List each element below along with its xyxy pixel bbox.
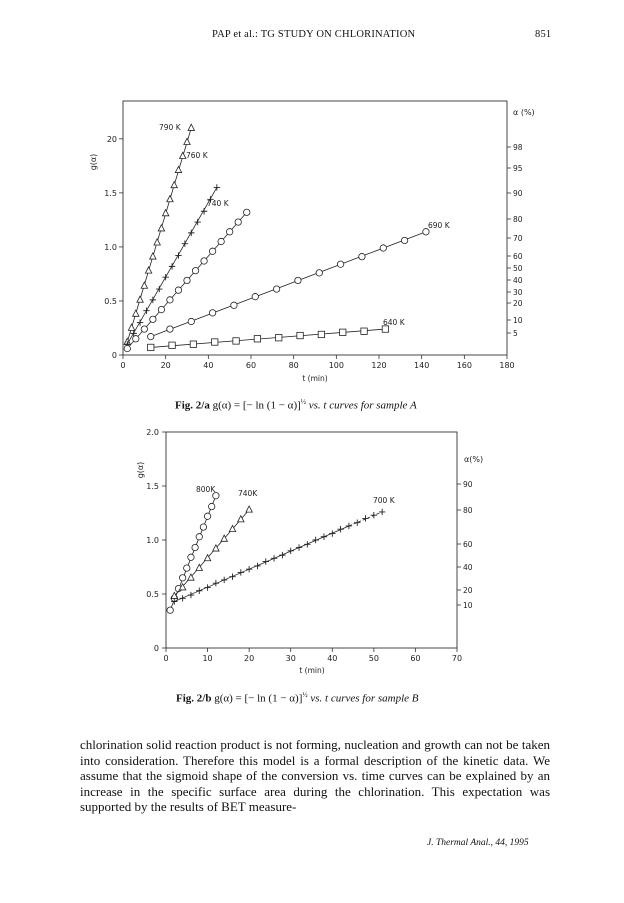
chart1-point-circle bbox=[337, 261, 343, 267]
chart1-y-tick-label: 0.5 bbox=[104, 296, 117, 306]
chart1-point-plus bbox=[169, 263, 175, 269]
chart1-point-plus bbox=[182, 240, 188, 246]
chart1-x-tick-label: 100 bbox=[328, 361, 344, 370]
chart1-point-plus bbox=[214, 184, 220, 190]
figure-a-caption bbox=[175, 398, 417, 412]
chart2-point-plus bbox=[229, 574, 235, 580]
chart2-point-plus bbox=[179, 595, 185, 601]
chart1-fit-line bbox=[151, 329, 386, 347]
chart1-point-triangle bbox=[184, 138, 190, 144]
chart2-y-tick-label: 1.5 bbox=[146, 482, 159, 491]
journal-reference: J. Thermal Anal., 44, 1995 bbox=[427, 838, 529, 848]
chart1-alpha-tick-label: 60 bbox=[513, 252, 523, 261]
chart1-x-tick-label: 60 bbox=[245, 361, 257, 370]
chart2-x-tick-label: 40 bbox=[327, 654, 338, 663]
chart1-point-circle bbox=[380, 245, 386, 251]
chart1-point-triangle bbox=[180, 152, 186, 158]
chart1-x-tick-label: 180 bbox=[499, 361, 515, 370]
chart1-point-square bbox=[212, 339, 218, 345]
chart1-point-triangle bbox=[137, 296, 143, 302]
chart2-point-plus bbox=[329, 530, 335, 536]
chart2-alpha-tick-label: 80 bbox=[463, 506, 473, 515]
chart1-point-square bbox=[297, 332, 303, 338]
chart1-point-circle bbox=[244, 209, 250, 215]
chart1-point-triangle bbox=[158, 225, 164, 231]
chart2-x-axis-label: t (min) bbox=[299, 666, 325, 675]
chart2-point-plus bbox=[271, 555, 277, 561]
chart2-point-plus bbox=[246, 566, 252, 572]
figure-a-caption-tail: vs. t curves for sample A bbox=[306, 399, 417, 412]
chart1-point-triangle bbox=[167, 196, 173, 202]
chart1-point-plus bbox=[162, 274, 168, 280]
chart2-point-plus bbox=[321, 534, 327, 540]
chart1-point-square bbox=[361, 328, 367, 334]
chart1-point-circle bbox=[295, 277, 301, 283]
chart2-point-plus bbox=[337, 526, 343, 532]
chart2-y-axis-label: g(α) bbox=[136, 461, 145, 479]
chart1-alpha-tick-label: 30 bbox=[513, 288, 523, 297]
chart2-point-plus bbox=[188, 592, 194, 598]
chart1-alpha-tick-label: 5 bbox=[513, 329, 518, 338]
chart2-point-plus bbox=[296, 544, 302, 550]
chart1-alpha-tick-label: 90 bbox=[513, 189, 523, 198]
chart1-point-circle bbox=[209, 248, 215, 254]
chart1-right-axis-label: α (%) bbox=[513, 108, 535, 117]
chart1-point-circle bbox=[188, 318, 194, 324]
figure-a-caption-formula: g(α) = [− ln (1 − α)] bbox=[209, 399, 301, 412]
chart1-point-triangle bbox=[171, 182, 177, 188]
chart2-y-tick-label: 0.5 bbox=[146, 590, 159, 599]
chart2-point-plus bbox=[379, 509, 385, 515]
figure-b-caption-formula: g(α) = [− ln (1 − α)] bbox=[211, 692, 303, 705]
figure-a-caption-label: Fig. 2/a bbox=[175, 399, 210, 412]
chart1-point-triangle bbox=[141, 282, 147, 288]
chart2-point-circle bbox=[192, 544, 198, 550]
chart1-alpha-tick-label: 20 bbox=[513, 299, 523, 308]
page-number: 851 bbox=[535, 29, 552, 40]
chart1-x-tick-label: 120 bbox=[371, 361, 387, 370]
chart2-y-tick-label: 0 bbox=[153, 644, 159, 653]
chart1-x-axis-label: t (min) bbox=[302, 374, 328, 383]
chart2-point-plus bbox=[362, 515, 368, 521]
chart2-point-plus bbox=[346, 523, 352, 529]
chart1-point-square bbox=[148, 344, 154, 350]
chart2-series-label: 740K bbox=[238, 489, 258, 498]
chart1-point-square bbox=[340, 329, 346, 335]
chart2-alpha-tick-label: 10 bbox=[463, 601, 473, 610]
chart1-point-circle bbox=[150, 316, 156, 322]
chart2-frame bbox=[166, 432, 457, 648]
chart1-point-circle bbox=[201, 258, 207, 264]
chart1-point-circle bbox=[235, 219, 241, 225]
chart2-point-circle bbox=[200, 524, 206, 530]
chart1-alpha-tick-label: 80 bbox=[513, 215, 523, 224]
chart1-x-tick-label: 140 bbox=[414, 361, 430, 370]
body-paragraph: chlorination solid reaction product is not forming, nucleation and growth can not be taken into consideration. Therefore this model is a formal description of the kinetic data. We assume that the sigmoid shape of the conversion vs. time curves can be explained by an increase in the specific surface area during the chlorination. This expectation was supported by the results of BET measure- bbox=[80, 737, 550, 815]
chart1-point-triangle bbox=[162, 210, 168, 216]
chart2-right-axis-label: α(%) bbox=[464, 455, 484, 464]
chart1-point-plus bbox=[150, 297, 156, 303]
chart1-x-tick-label: 20 bbox=[160, 361, 171, 370]
chart2-point-circle bbox=[184, 565, 190, 571]
chart2-point-plus bbox=[263, 558, 269, 564]
chart1-y-tick-label: 20 bbox=[106, 134, 117, 144]
chart1-point-circle bbox=[252, 293, 258, 299]
chart1-alpha-tick-label: 40 bbox=[513, 276, 523, 285]
chart2-point-plus bbox=[354, 520, 360, 526]
chart1-y-tick-label: 0 bbox=[111, 351, 117, 360]
chart2-x-tick-label: 60 bbox=[410, 654, 421, 663]
chart2-point-plus bbox=[254, 563, 260, 569]
chart1-point-circle bbox=[158, 306, 164, 312]
chart2-point-plus bbox=[221, 577, 227, 583]
chart2-point-plus bbox=[238, 569, 244, 575]
chart1-point-circle bbox=[218, 238, 224, 244]
chart2-alpha-tick-label: 40 bbox=[463, 563, 473, 572]
chart1-point-circle bbox=[401, 237, 407, 243]
chart1-series-label: 760 K bbox=[186, 151, 208, 160]
chart2-fit-line bbox=[174, 510, 249, 596]
chart1-x-tick-label: 160 bbox=[456, 361, 472, 370]
chart2-point-circle bbox=[196, 534, 202, 540]
chart2-x-tick-label: 30 bbox=[285, 654, 296, 663]
chart1-point-circle bbox=[184, 277, 190, 283]
chart1-series-label: 790 K bbox=[159, 123, 181, 132]
figure-a-caption-exponent: ½ bbox=[300, 398, 307, 406]
chart2-point-circle bbox=[179, 575, 185, 581]
chart2-series-label: 700 K bbox=[373, 496, 395, 505]
figure-b-caption bbox=[176, 691, 419, 705]
chart1-x-tick-label: 80 bbox=[288, 361, 299, 370]
chart1-point-square bbox=[169, 342, 175, 348]
chart2-x-tick-label: 20 bbox=[244, 654, 255, 663]
figure-b-caption-exponent: ½ bbox=[302, 691, 308, 699]
chart2-point-plus bbox=[304, 541, 310, 547]
running-head: PAP et al.: TG STUDY ON CHLORINATION bbox=[212, 29, 416, 40]
chart1-point-circle bbox=[226, 229, 232, 235]
chart1-point-triangle bbox=[188, 124, 194, 130]
chart1-point-circle bbox=[192, 267, 198, 273]
chart2-point-plus bbox=[312, 537, 318, 543]
chart1-x-tick-label: 40 bbox=[203, 361, 214, 370]
chart1-x-tick-label: 0 bbox=[120, 361, 126, 370]
chart1-point-circle bbox=[209, 310, 215, 316]
chart1-point-plus bbox=[143, 307, 149, 313]
chart1-point-triangle bbox=[150, 253, 156, 259]
chart2-alpha-tick-label: 90 bbox=[463, 480, 473, 489]
chart1-point-square bbox=[318, 331, 324, 337]
chart1-point-triangle bbox=[154, 239, 160, 245]
chart1-y-tick-label: 1.5 bbox=[104, 188, 117, 198]
chart1-point-circle bbox=[141, 326, 147, 332]
chart2-y-tick-label: 1.0 bbox=[146, 536, 159, 545]
figure-b-caption-label: Fig. 2/b bbox=[176, 692, 212, 705]
chart1-point-circle bbox=[124, 345, 130, 351]
chart1-point-square bbox=[254, 336, 260, 342]
chart2-point-plus bbox=[213, 580, 219, 586]
chart1-point-circle bbox=[359, 253, 365, 259]
chart1-point-plus bbox=[188, 230, 194, 236]
chart2-point-plus bbox=[279, 552, 285, 558]
chart1-point-circle bbox=[273, 286, 279, 292]
chart2-x-tick-label: 0 bbox=[163, 654, 169, 663]
chart1-series-label: 690 K bbox=[428, 221, 450, 230]
chart1-point-circle bbox=[231, 302, 237, 308]
chart1-point-circle bbox=[133, 336, 139, 342]
chart2-point-plus bbox=[288, 548, 294, 554]
chart1-point-triangle bbox=[128, 324, 134, 330]
chart1-point-circle bbox=[167, 326, 173, 332]
chart2-point-plus bbox=[196, 588, 202, 594]
chart1-point-triangle bbox=[133, 310, 139, 316]
chart2-point-circle bbox=[204, 513, 210, 519]
chart1-point-square bbox=[276, 335, 282, 341]
chart1-series-label: 740 K bbox=[207, 199, 229, 208]
chart1-alpha-tick-label: 10 bbox=[513, 316, 523, 325]
chart1-y-axis-label: g(α) bbox=[89, 153, 98, 171]
chart2-x-tick-label: 10 bbox=[202, 654, 213, 663]
chart1-point-circle bbox=[167, 297, 173, 303]
chart2-series-label: 800K bbox=[196, 485, 216, 494]
chart1-point-circle bbox=[148, 333, 154, 339]
chart2-point-plus bbox=[204, 584, 210, 590]
chart1-alpha-tick-label: 50 bbox=[513, 264, 523, 273]
chart2-x-tick-label: 70 bbox=[451, 654, 463, 663]
chart1-point-triangle bbox=[145, 267, 151, 273]
chart2-x-tick-label: 50 bbox=[368, 654, 379, 663]
chart1-point-circle bbox=[316, 270, 322, 276]
chart1-alpha-tick-label: 95 bbox=[513, 164, 523, 173]
chart1-point-circle bbox=[175, 287, 181, 293]
chart1-point-triangle bbox=[175, 166, 181, 172]
chart1-series-label: 640 K bbox=[383, 318, 405, 327]
chart2-point-circle bbox=[188, 554, 194, 560]
chart2-y-tick-label: 2.0 bbox=[146, 428, 159, 437]
chart2-point-circle bbox=[167, 607, 173, 613]
chart1-point-square bbox=[190, 341, 196, 347]
chart1-point-plus bbox=[156, 286, 162, 292]
chart1-alpha-tick-label: 70 bbox=[513, 234, 523, 243]
chart1-alpha-tick-label: 98 bbox=[513, 143, 523, 152]
chart1-y-tick-label: 1.0 bbox=[104, 242, 117, 252]
chart2-alpha-tick-label: 20 bbox=[463, 586, 473, 595]
chart2-point-plus bbox=[371, 512, 377, 518]
chart1-point-plus bbox=[137, 319, 143, 325]
chart2-alpha-tick-label: 60 bbox=[463, 540, 473, 549]
figure-b-caption-tail: vs. t curves for sample B bbox=[307, 692, 419, 705]
chart2-point-circle bbox=[209, 503, 215, 509]
chart1-point-square bbox=[233, 338, 239, 344]
chart2-point-triangle bbox=[246, 506, 252, 512]
